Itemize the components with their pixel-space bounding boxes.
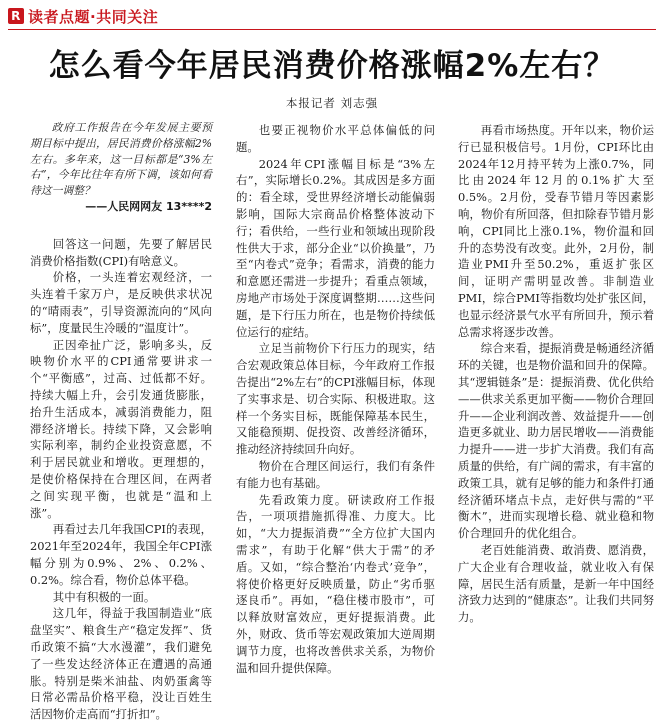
paragraph: 2024年CPI涨幅目标是“3%左右”，实际增长0.2%。其成因是多方面的：看全球，受世界经济增长动能偏弱影响，国际大宗商品价格整体波动下行；看供给，一些行业和领域出现阶段性供大于求，部分企业“以价换量”，乃至“内卷式”竞争；看需求，消费的能力和意愿还需进一步提升；看重点领域，房地产市场处于深度调整期……这些问题，是下行压力所在，也是物价持续低位运行的症结。 bbox=[236, 156, 435, 339]
section-header bbox=[8, 6, 158, 26]
paragraph: 正因牵扯广泛，影响多头，反映物价水平的CPI通常要讲求一个“平衡感”，过高、过低都不好。持续大幅上升，会引发通货膨胀，抬升生活成本，减弱消费能力，阻滞经济增长。持续下降，又会影响实际利率，制约企业投资意愿，不利于居民就业和增收。更理想的，是使价格保持在合理区间，在两者之间实现平衡，也就是“温和上涨”。 bbox=[30, 337, 212, 520]
paragraph: 综合来看，提振消费是畅通经济循环的关键，也是物价温和回升的保障。其“逻辑链条”是：提振消费、优化供给——供求关系更加平衡——物价合理回升——企业利润改善、效益提升——创造更多就业、助力居民增收——消费能力提升——进一步扩大消费。我们有高质量的供给，有广阔的需求，有丰富的政策工具，就有足够的能力和条件打通经济循环堵点卡点，走好供与需的“平衡木”，进而实现增长稳、就业稳和物价合理回升的优化组合。 bbox=[458, 341, 654, 541]
newspaper-logo-icon: R bbox=[8, 8, 24, 24]
article-column-1 bbox=[30, 120, 212, 722]
reader-signature: ——人民网网友 13****2 bbox=[85, 199, 212, 213]
paragraph: 物价在合理区间运行，我们有条件有能力也有基础。 bbox=[236, 458, 435, 490]
paragraph: 价格，一头连着宏观经济，一头连着千家万户，是反映供求状况的“晴雨表”，引导资源流向的“风向标”，度量民生冷暖的“温度计”。 bbox=[30, 270, 212, 335]
section-title: 读者点题·共同关注 bbox=[28, 7, 159, 26]
paragraph: 先看政策力度。研读政府工作报告，一项项措施抓得准、力度大。比如，“大力提振消费”“全方位扩大国内需求”，有助于化解“供大于需”的矛盾。又如，“综合整治‘内卷式’竞争”，将使价格更好反映质量，防止“劣币驱逐良币”。再如，“稳住楼市股市”，可以释放财富效应，更好提振消费。此外，财政、货币等宏观政策加大逆周期调节力度，也将改善供求关系，为物价温和回升提供保障。 bbox=[236, 492, 435, 675]
header-divider bbox=[8, 29, 656, 30]
paragraph: 立足当前物价下行压力的现实，结合宏观政策总体目标，今年政府工作报告提出“2%左右”的CPI涨幅目标，体现了实事求是、切合实际、积极进取。这样一个务实目标，既能保障基本民生，又能稳预期、促投资、改善经济循环，推动经济持续回升向好。 bbox=[236, 341, 435, 457]
paragraph: 老百姓能消费、敢消费、愿消费，广大企业有合理收益，就业收入有保障，居民生活有质量，是新一年中国经济致力达到的“健康态”。让我们共同努力。 bbox=[458, 542, 654, 625]
paragraph: 也要正视物价水平总体偏低的问题。 bbox=[236, 123, 435, 154]
question-spacer bbox=[30, 216, 212, 236]
paragraph: 再看市场热度。开年以来，物价运行已显积极信号。1月份，CPI环比由2024年12月持平转为上涨0.7%，同比由2024年12月的0.1%扩大至0.5%。2月份，受春节错月等因素影响，物价有所回落，但扣除春节错月影响，CPI同比上涨0.1%，物价温和回升的态势没有改变。此外，2月份，制造业PMI升至50.2%，重返扩张区间，证明产需明显改善。非制造业PMI，综合PMI等指数均处扩张区间，也显示经济景气水平有所回升，预示着总需求将逐步改善。 bbox=[458, 123, 654, 339]
article-column-2 bbox=[236, 122, 435, 675]
paragraph: 回答这一问题，先要了解居民消费价格指数(CPI)有啥意义。 bbox=[30, 236, 212, 268]
article-headline: 怎么看今年居民消费价格涨幅2%左右？ bbox=[48, 48, 616, 84]
paragraph: 这几年，得益于我国制造业“底盘坚实”、粮食生产“稳定发挥”、货币政策不搞“大水漫灌”，我们避免了一些发达经济体正在遭遇的高通胀。特别是柴米油盐、肉奶蛋禽等日常必需品价格平稳，没让百姓生活因物价走高而“打折扣”。 bbox=[30, 606, 212, 722]
paragraph: 再看过去几年我国CPI的表现，2021年至2024年，我国全年CPI涨幅分别为0.9%、2%、0.2%、0.2%。综合看，物价总体平稳。 bbox=[30, 522, 212, 587]
reader-question: 政府工作报告在今年发展主要预期目标中提出，居民消费价格涨幅2%左右。多年来，这一目标都是“3%左右”，今年比往年有所下调，该如何看待这一调整？ bbox=[30, 121, 212, 198]
article-byline: 本报记者 刘志强 bbox=[285, 96, 379, 110]
paragraph: 其中有积极的一面。 bbox=[52, 589, 156, 604]
article-column-3 bbox=[458, 122, 654, 625]
